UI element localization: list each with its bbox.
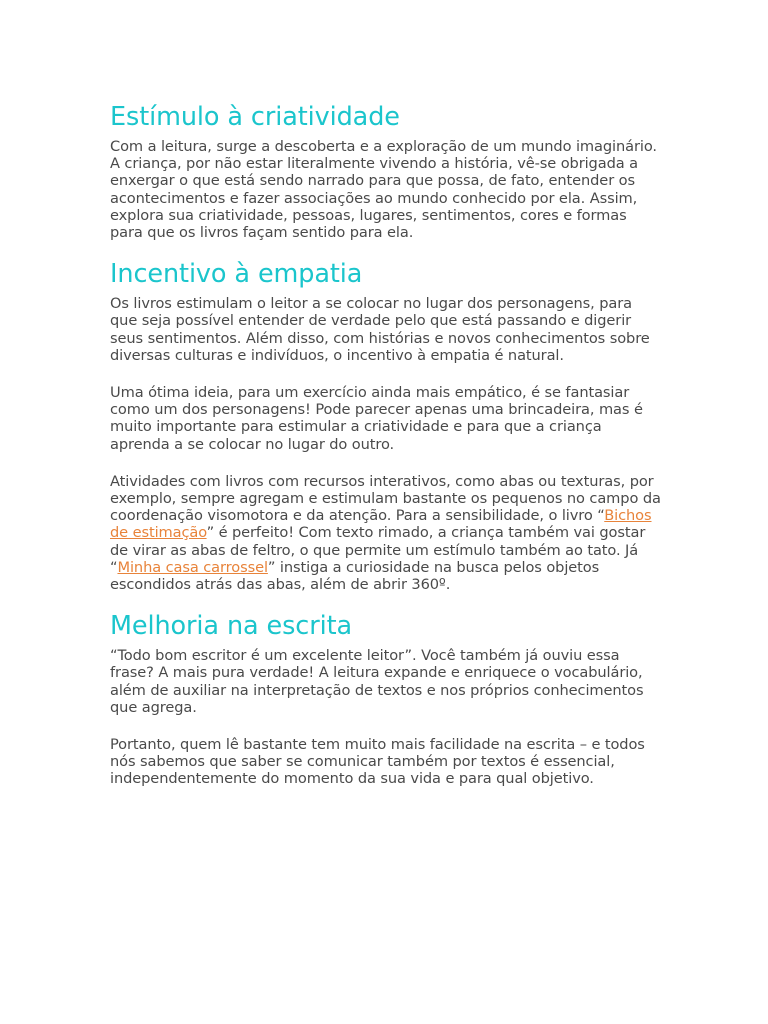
paragraph-empatia-2: Uma ótima ideia, para um exercício ainda mais empático, é se fantasiar como um dos personagens! Pode parecer apenas uma brincadeira, mas é muito importante para estimular a criatividade e para que a criança aprenda a se colocar no lugar do outro. (110, 384, 643, 453)
paragraph-empatia-3-text-c: ” instiga a curiosidade na busca pelos objetos escondidos atrás das abas, além de abrir 360º. (110, 558, 600, 594)
paragraph-empatia-3 (110, 473, 662, 593)
paragraph-empatia-3-text-a: Atividades com livros com recursos interativos, como abas ou texturas, por exemplo, sempre agregam e estimulam bastante os pequenos no campo da coordenação visomotora e da atenção. Para a sensibilidade, o livro “ (110, 472, 661, 525)
paragraph-escrita-1: “Todo bom escritor é um excelente leitor”. Você também já ouviu essa frase? A mais pura verdade! A leitura expande e enriquece o vocabulário, além de auxiliar na interpretação de textos e nos próprios conhecimentos que agrega. (110, 647, 644, 716)
heading-estimulo-criatividade: Estímulo à criatividade (110, 102, 400, 132)
document-page (110, 100, 662, 808)
heading-melhoria-escrita: Melhoria na escrita (110, 611, 353, 642)
link-bichos-de-estimacao[interactable]: Bichos de estimação (110, 507, 652, 542)
paragraph-empatia-3-text-b: ” é perfeito! Com texto rimado, a criança também vai gostar de virar as abas de feltro, o que permite um estímulo também ao tato. Já “ (110, 524, 646, 576)
paragraph-escrita-2: Portanto, quem lê bastante tem muito mais facilidade na escrita – e todos nós sabemos que saber se comunicar também por textos é essencial, independentemente do momento da sua vida e para qual objetivo. (110, 736, 645, 788)
link-minha-casa-carrossel[interactable]: Minha casa carrossel (117, 558, 268, 576)
paragraph-criatividade: Com a leitura, surge a descoberta e a exploração de um mundo imaginário. A criança, por não estar literalmente vivendo a história, vê-se obrigada a enxergar o que está sendo narrado para que possa, de fato, entender os acontecimentos e fazer associações ao mundo conhecido por ela. Assim, explora sua criatividade, pessoas, lugares, sentimentos, cores e formas para que os livros façam sentido para ela. (110, 138, 657, 242)
heading-incentivo-empatia: Incentivo à empatia (110, 259, 363, 290)
paragraph-empatia-1: Os livros estimulam o leitor a se colocar no lugar dos personagens, para que seja possível entender de verdade pelo que está passando e digerir seus sentimentos. Além disso, com histórias e novos conhecimentos sobre diversas culturas e indivíduos, o incentivo à empatia é natural. (110, 295, 650, 364)
